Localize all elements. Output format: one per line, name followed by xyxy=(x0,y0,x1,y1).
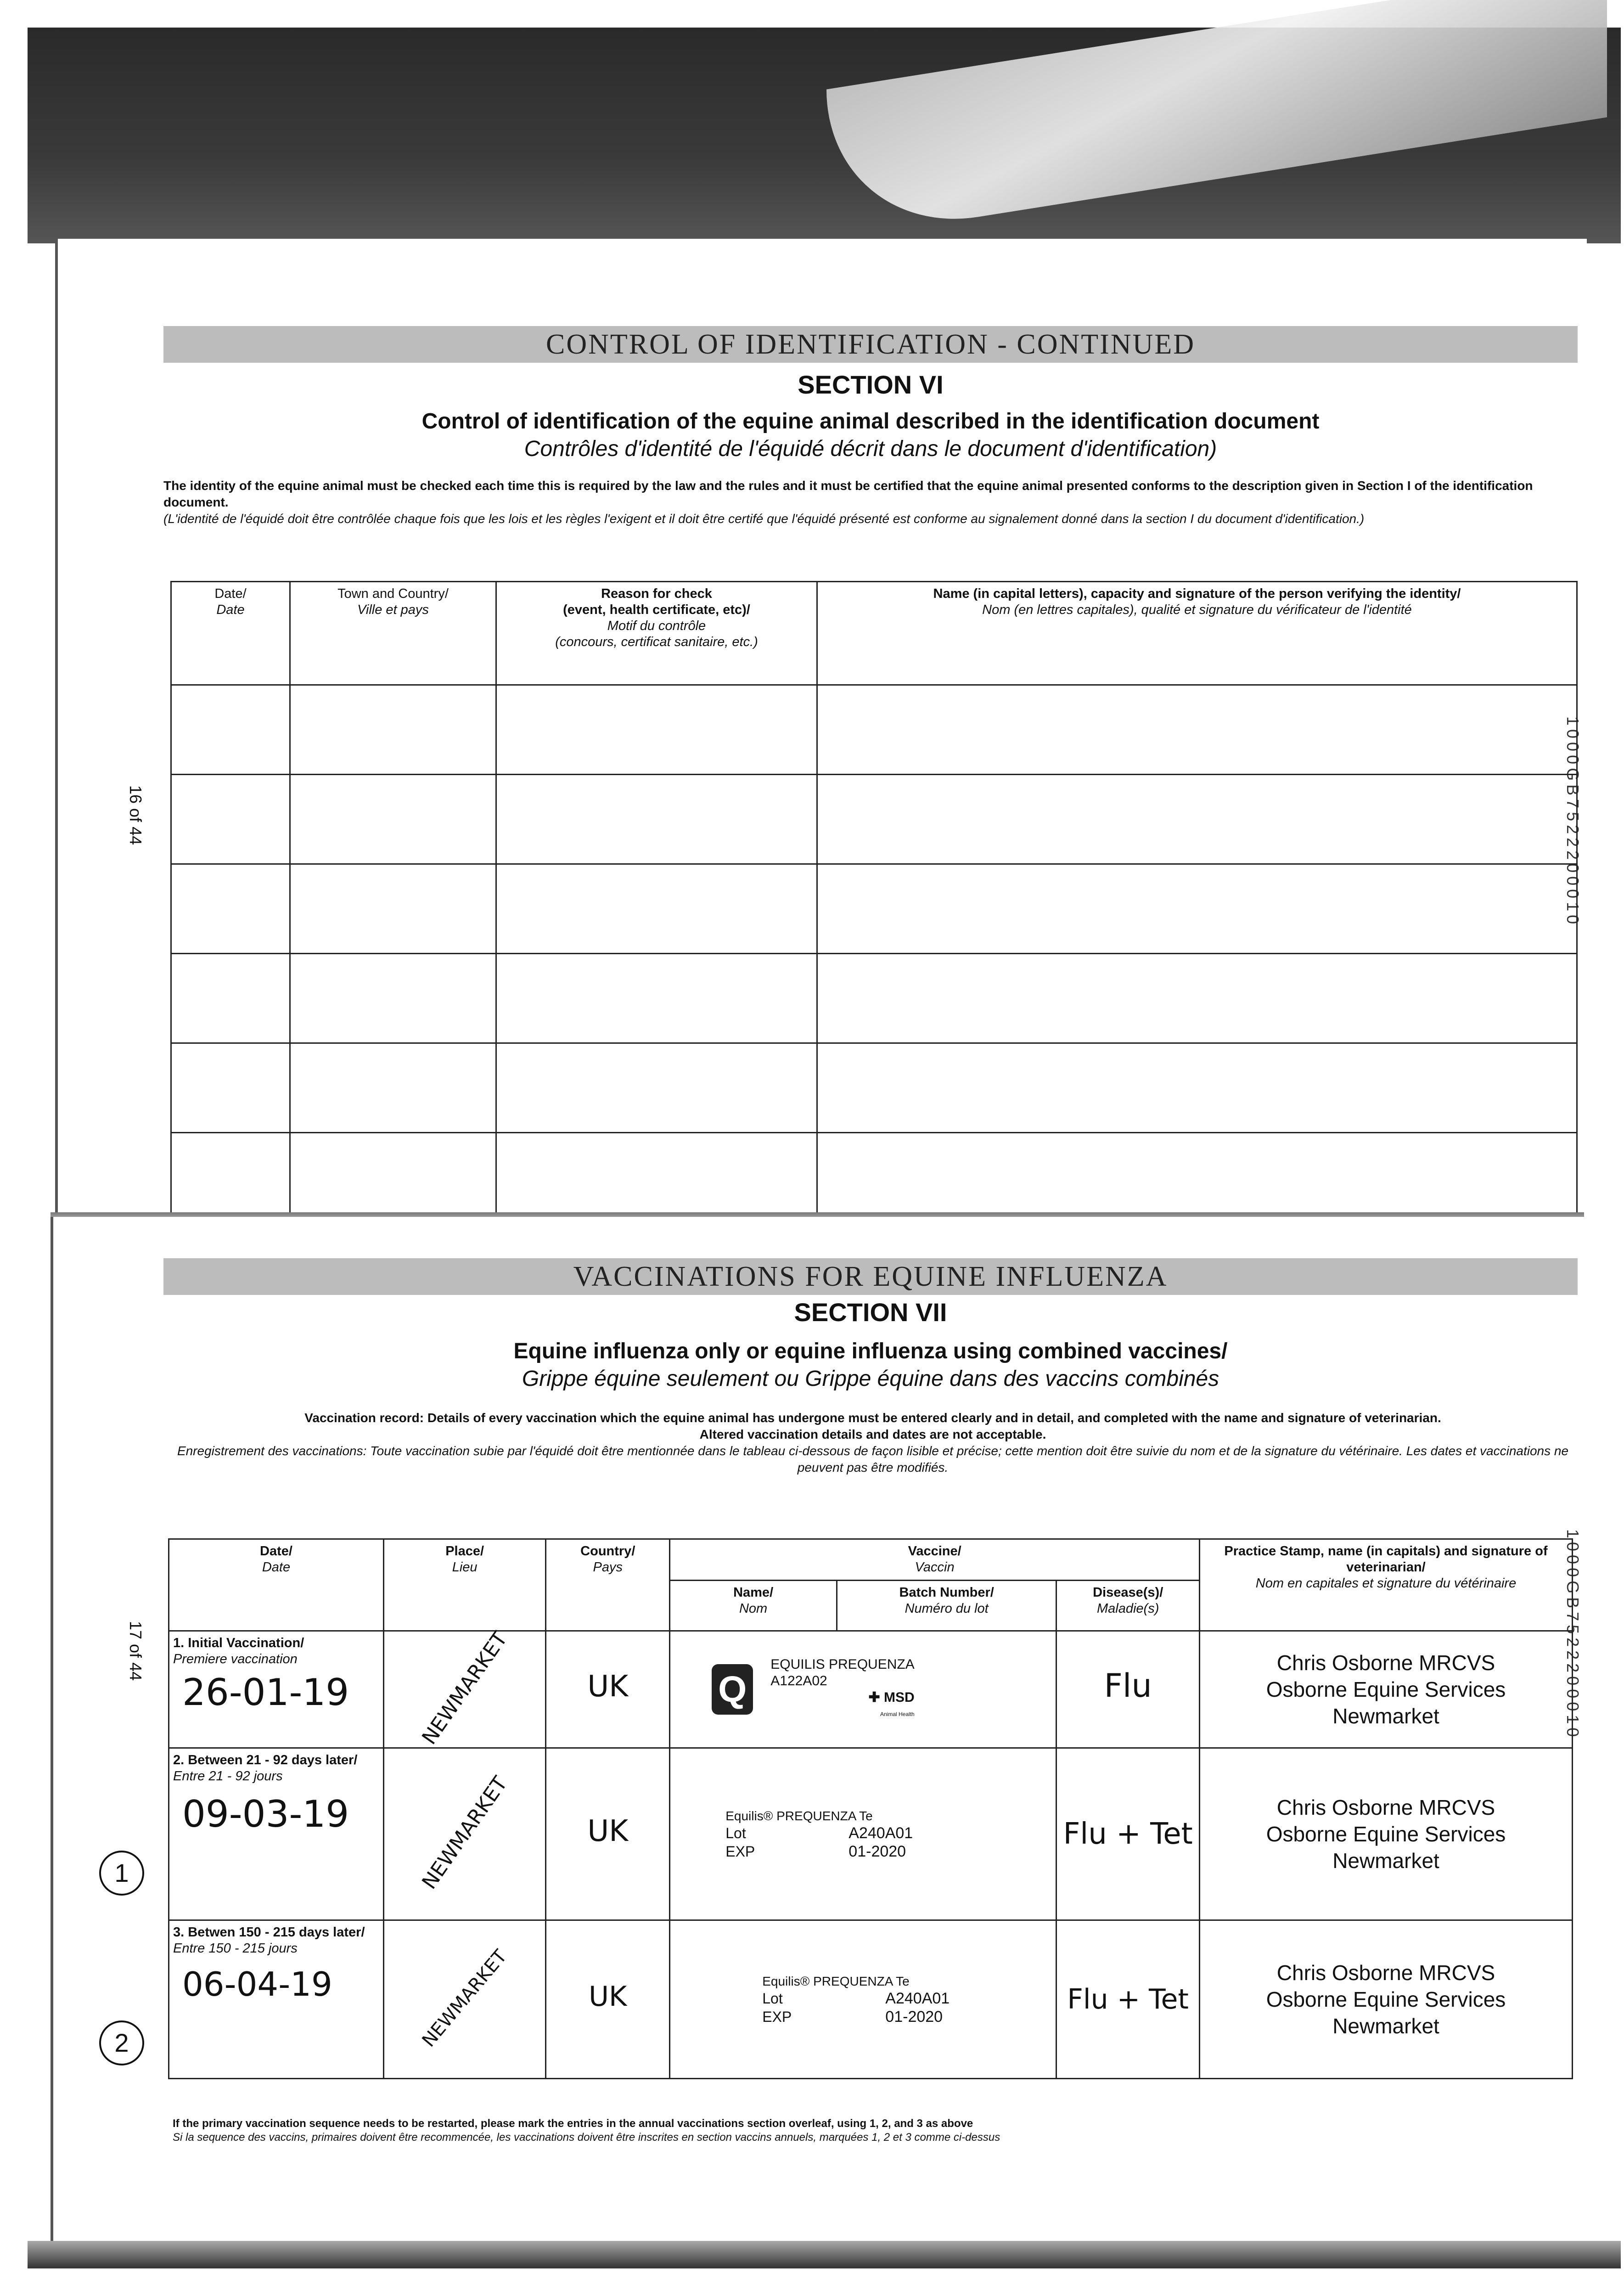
row-2-stamp: Chris Osborne MRCVS Osborne Equine Services Newmarket xyxy=(1200,1748,1573,1920)
row-2-label: 2. Between 21 - 92 days later/ Entre 21 - 92 jours 09-03-19 xyxy=(169,1748,384,1920)
section-vii-intro xyxy=(168,1410,1578,1476)
vaccination-row-1 xyxy=(169,1631,1573,1748)
row-2-country: UK xyxy=(587,1814,629,1848)
equilis-logo-icon: Q xyxy=(712,1664,753,1715)
table-row xyxy=(171,1043,1577,1133)
table-row xyxy=(171,775,1577,864)
row-3-label: 3. Betwen 150 - 215 days later/ Entre 150 - 215 jours 06-04-19 xyxy=(169,1920,384,2079)
edge-code-top: 1000GB7522200010 xyxy=(1563,716,1582,928)
section-vii-intro-fr: Enregistrement des vaccinations: Toute vaccination subie par l'équidé doit être mentionnée dans le tableau ci-dessous de façon lisible et précise; cette mention doit être suivie du nom et de la signature du vétérinaire. Les dates et vaccinations ne peuvent pas être modifiés. xyxy=(177,1444,1569,1474)
col-date: Date/ Date xyxy=(171,582,290,685)
col-country: Country/ Pays xyxy=(546,1539,670,1631)
msd-logo: ✚ MSD xyxy=(868,1690,915,1705)
section-vi-title-fr: Contrôles d'identité de l'équidé décrit dans le document d'identification) xyxy=(524,437,1217,461)
col-date: Date/ Date xyxy=(169,1539,384,1631)
col-stamp: Practice Stamp, name (in capitals) and signature of veterinarian/ Nom en capitales et signature du vétérinaire xyxy=(1200,1539,1573,1631)
section-vi-title: SECTION VI xyxy=(798,370,944,399)
row-3-vaccine-stamp: Equilis® PREQUENZA Te Lot EXP A240A01 01-2020 xyxy=(670,1920,1056,2079)
section-vii-title-en: Equine influenza only or equine influenza using combined vaccines/ xyxy=(513,1339,1228,1363)
col-reason: Reason for check (event, health certificate, etc)/ Motif du contrôle (concours, certificat sanitaire, etc.) xyxy=(496,582,817,685)
section-vi-banner: CONTROL OF IDENTIFICATION - CONTINUED xyxy=(163,326,1578,363)
col-vaccine-name: Name/ Nom xyxy=(670,1581,837,1631)
section-vi-title-en: Control of identification of the equine animal described in the identification document xyxy=(421,409,1320,433)
row-1-date: 26-01-19 xyxy=(182,1671,349,1714)
row-1-vaccine-sticker: Q EQUILIS PREQUENZA A122A02 ✚ MSD Animal Health xyxy=(670,1631,1056,1748)
row-2-date: 09-03-19 xyxy=(182,1793,349,1835)
page-section-vi xyxy=(55,239,1587,1217)
row-3-country: UK xyxy=(589,1981,627,2013)
row-1-country: UK xyxy=(587,1669,629,1704)
section-vi-intro xyxy=(163,478,1578,527)
row-3-disease: Flu + Tet xyxy=(1067,1983,1189,2015)
row-2-place: NEWMARKET xyxy=(417,1772,512,1893)
table-row xyxy=(171,1133,1577,1222)
row-3-place: NEWMARKET xyxy=(418,1946,511,2051)
restart-marker-2: 2 xyxy=(99,2020,144,2065)
col-place: Place/ Lieu xyxy=(383,1539,545,1631)
section-vii-banner: VACCINATIONS FOR EQUINE INFLUENZA xyxy=(163,1258,1578,1295)
page-section-vii xyxy=(51,1217,1587,2259)
vaccination-row-3 xyxy=(169,1920,1573,2079)
col-batch: Batch Number/ Numéro du lot xyxy=(837,1581,1056,1631)
row-1-disease: Flu xyxy=(1104,1667,1152,1705)
row-1-stamp: Chris Osborne MRCVS Osborne Equine Services Newmarket xyxy=(1200,1631,1573,1748)
section-vi-intro-fr: (L'identité de l'équidé doit être contrôlée chaque fois que les lois et les règles l'exigent et il doit être certifé que l'équidé présenté est conforme au signalement donné dans la section I du document d'identification.) xyxy=(163,512,1365,526)
row-3-stamp: Chris Osborne MRCVS Osborne Equine Services Newmarket xyxy=(1200,1920,1573,2079)
identification-check-table xyxy=(170,581,1578,1223)
page-number-17: 17 of 44 xyxy=(126,1621,145,1681)
vaccination-table xyxy=(168,1538,1573,2079)
section-vii-intro-en: Vaccination record: Details of every vaccination which the equine animal has undergone must be entered clearly and in detail, and completed with the name and signature of veterinarian. xyxy=(304,1411,1441,1425)
edge-code-bottom: 1000GB7522200010 xyxy=(1563,1529,1582,1741)
vaccination-row-2 xyxy=(169,1748,1573,1920)
section-vii-intro-en2: Altered vaccination details and dates are not acceptable. xyxy=(699,1427,1046,1441)
table-row xyxy=(171,954,1577,1043)
scan-bottom-edge xyxy=(28,2241,1621,2268)
section-vii-title-fr: Grippe équine seulement ou Grippe équine dans des vaccins combinés xyxy=(522,1367,1219,1391)
row-2-vaccine-stamp: Equilis® PREQUENZA Te Lot EXP A240A01 01-2020 xyxy=(670,1748,1056,1920)
row-1-place: NEWMARKET xyxy=(417,1627,512,1749)
col-town: Town and Country/ Ville et pays xyxy=(290,582,496,685)
col-verifier: Name (in capital letters), capacity and signature of the person verifying the identity/ Nom (en lettres capitales), qualité et signature du vérificateur de l'identité xyxy=(817,582,1577,685)
col-disease: Disease(s)/ Maladie(s) xyxy=(1056,1581,1200,1631)
restart-marker-1: 1 xyxy=(99,1851,144,1896)
section-vii-footnote xyxy=(173,2117,1550,2144)
page-number-16: 16 of 44 xyxy=(126,785,145,845)
row-3-date: 06-04-19 xyxy=(182,1965,332,2003)
row-2-disease: Flu + Tet xyxy=(1063,1817,1193,1851)
footnote-en: If the primary vaccination sequence needs to be restarted, please mark the entries in the annual vaccinations section overleaf, using 1, 2, and 3 as above xyxy=(173,2117,973,2130)
section-vi-intro-en: The identity of the equine animal must be checked each time this is required by the law and the rules and it must be certified that the equine animal presented conforms to the description given in Section I of the identification document. xyxy=(163,478,1533,509)
col-vaccine: Vaccine/ Vaccin xyxy=(670,1539,1200,1581)
table-row xyxy=(171,685,1577,775)
footnote-fr: Si la sequence des vaccins, primaires doivent être recommencée, les vaccinations doivent être inscrites en section vaccins annuels, marquées 1, 2 et 3 comme ci-dessus xyxy=(173,2131,1000,2144)
table-row xyxy=(171,864,1577,954)
row-1-label: 1. Initial Vaccination/ Premiere vaccination 26-01-19 xyxy=(169,1631,384,1748)
section-vii-title: SECTION VII xyxy=(794,1298,947,1327)
